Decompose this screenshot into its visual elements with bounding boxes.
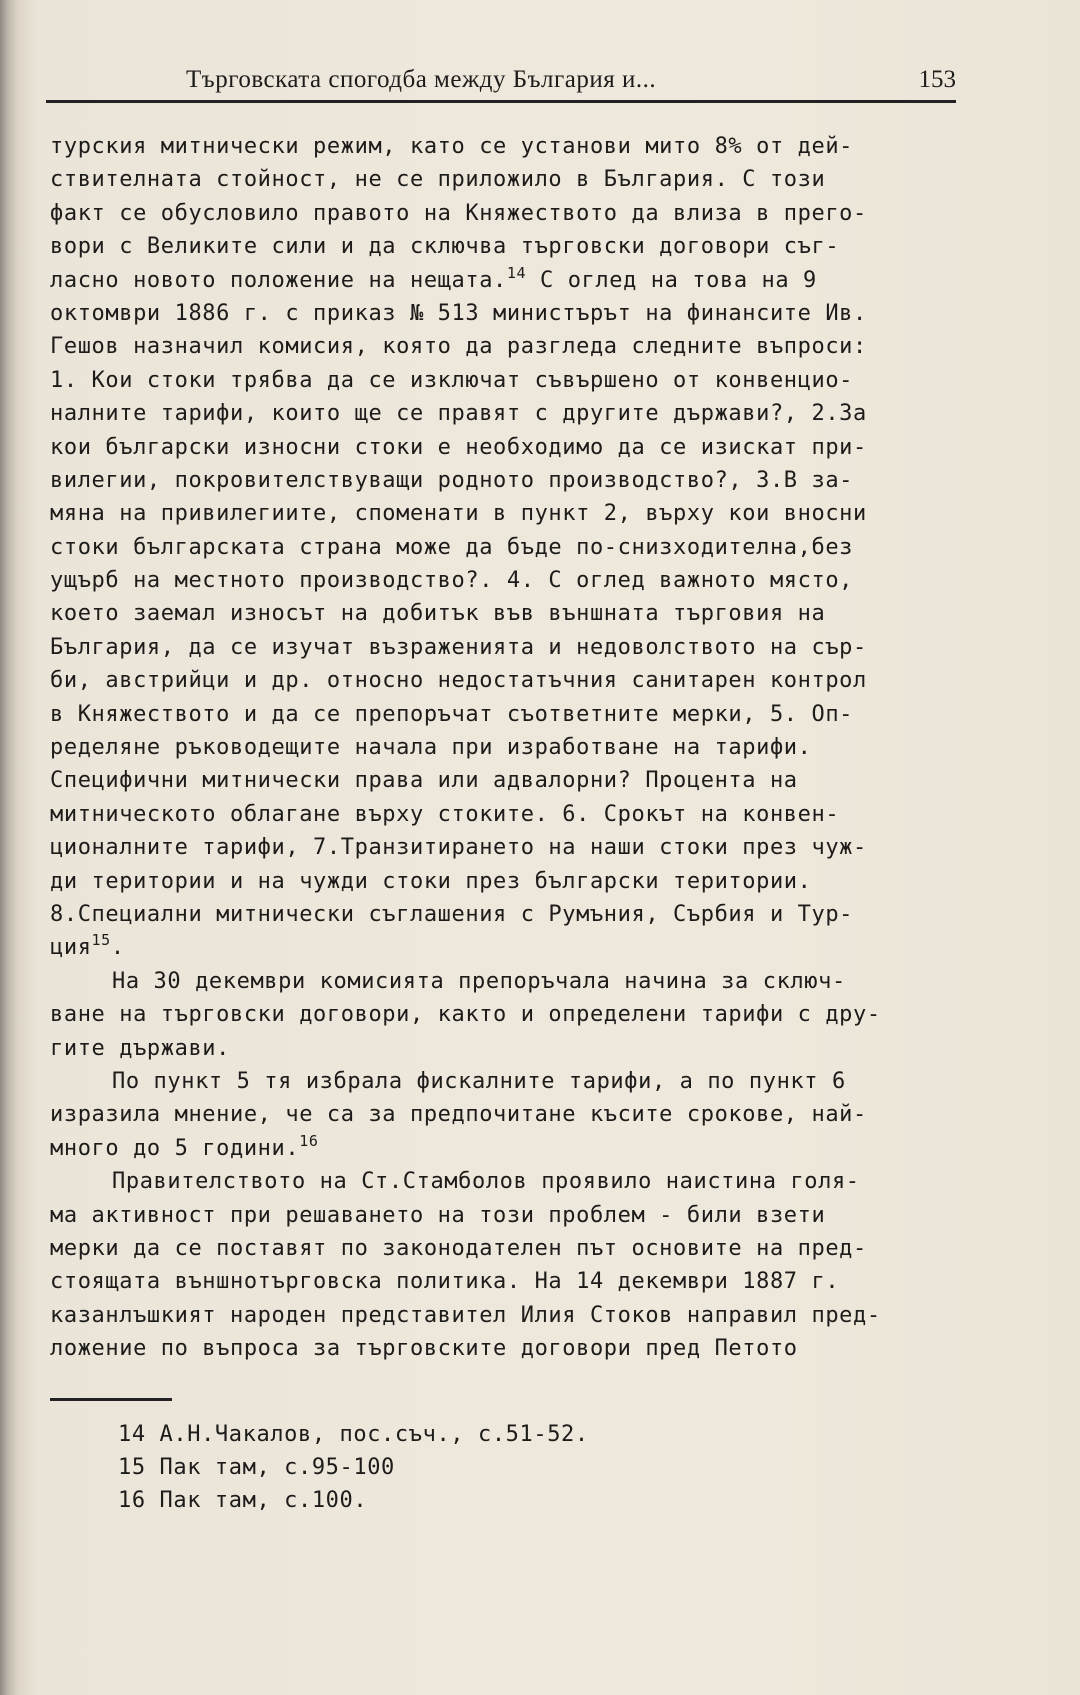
text-line: кои български износни стоки е необходимо да се изискат при- <box>50 434 867 460</box>
text-line: ствителната стойност, не се приложило в България. С този <box>50 167 826 193</box>
text-line: ционалните тарифи, 7.Транзитирането на наши стоки през чуж- <box>50 835 867 861</box>
text-line <box>50 931 970 964</box>
footnote-14: 14 А.Н.Чакалов, пос.съч., с.51-52. <box>118 1422 589 1447</box>
text-line: ма активност при решаването на този проблем - били взети <box>50 1202 826 1228</box>
text-line: 8.Специални митнически съглашения с Румъния, Сърбия и Тур- <box>50 901 854 927</box>
running-title: Търговската спогодба между България и... <box>186 66 657 93</box>
text-line: гите държави. <box>50 1035 230 1061</box>
footnote-16: 16 Пак там, с.100. <box>118 1488 368 1513</box>
text-line: ределяне ръководещите начала при изработване на тарифи. <box>50 735 812 761</box>
footnote-ref-15: 15 <box>91 931 111 950</box>
text-line <box>50 264 970 297</box>
footnote-ref-16: 16 <box>299 1131 319 1150</box>
text-line: вори с Великите сили и да сключва търговски договори съг- <box>50 234 840 260</box>
text-line: би, австрийци и др. относно недостатъчния санитарен контрол <box>50 668 867 694</box>
text-line: Гешов назначил комисия, която да разгледа следните въпроси: <box>50 334 867 360</box>
text-line: Правителството на Ст.Стамболов проявило наистина голя- <box>112 1169 860 1195</box>
text-line: което заемал износът на добитък във външната търговия на <box>50 601 826 627</box>
text-line: 1. Кои стоки трябва да се изключат съвършено от конвенцио- <box>50 367 854 393</box>
text-segment: . <box>110 935 125 961</box>
body-text <box>50 130 970 1365</box>
text-line: На 30 декември комисията препоръчала начина за сключ- <box>112 968 846 994</box>
text-line: Специфични митнически права или адвалорни? Процента на <box>50 768 798 794</box>
text-segment: много до 5 години. <box>50 1135 300 1161</box>
footnote-ref-14: 14 <box>506 263 527 282</box>
text-line <box>50 1132 970 1165</box>
text-segment: С оглед на това на 9 <box>526 267 817 293</box>
text-line: октомври 1886 г. с приказ № 513 министърът на финансите Ив. <box>50 300 867 326</box>
text-line: вилегии, покровителствуващи родното производство?, 3.В за- <box>50 467 854 493</box>
text-line: в Княжеството и да се препоръчат съответните мерки, 5. Оп- <box>50 701 854 727</box>
text-line: ущърб на местното производство?. 4. С оглед важното място, <box>50 568 854 594</box>
text-line: турския митнически режим, като се установи мито 8% от дей- <box>50 134 854 159</box>
text-line: факт се обусловило правото на Княжеството да влиза в прего- <box>50 200 867 226</box>
text-segment: ласно новото положение на нещата. <box>50 267 507 293</box>
text-line: мерки да се поставят по законодателен път основите на пред- <box>50 1235 867 1261</box>
page-number: 153 <box>918 66 956 93</box>
text-line: мяна на привилегиите, споменати в пункт 2, върху кои вносни <box>50 501 867 527</box>
text-line: ди територии и на чужди стоки през български територии. <box>50 868 812 894</box>
text-line: казанлъшкият народен представител Илия Стоков направил пред- <box>50 1302 881 1328</box>
running-header <box>46 64 956 103</box>
footnote-divider <box>50 1398 172 1401</box>
footnote-15: 15 Пак там, с.95-100 <box>118 1455 395 1480</box>
text-line: митническото облагане върху стоките. 6. Срокът на конвен- <box>50 801 840 827</box>
text-line: По пункт 5 тя избрала фискалните тарифи, а по пункт 6 <box>112 1068 846 1094</box>
text-line: ложение по въпроса за търговските договори пред Петото <box>50 1336 798 1362</box>
footnotes <box>118 1418 589 1517</box>
text-line: България, да се изучат възраженията и недоволството на сър- <box>50 634 867 660</box>
text-segment: ция <box>50 935 92 961</box>
text-line: стоящата външнотърговска политика. На 14 декември 1887 г. <box>50 1269 840 1295</box>
text-line: налните тарифи, които ще се правят с другите държави?, 2.За <box>50 401 867 427</box>
text-line: ване на търговски договори, както и определени тарифи с дру- <box>50 1002 881 1028</box>
text-line: стоки българската страна може да бъде по-снизходителна,без <box>50 534 854 560</box>
text-line: изразила мнение, че са за предпочитане късите срокове, най- <box>50 1102 867 1128</box>
